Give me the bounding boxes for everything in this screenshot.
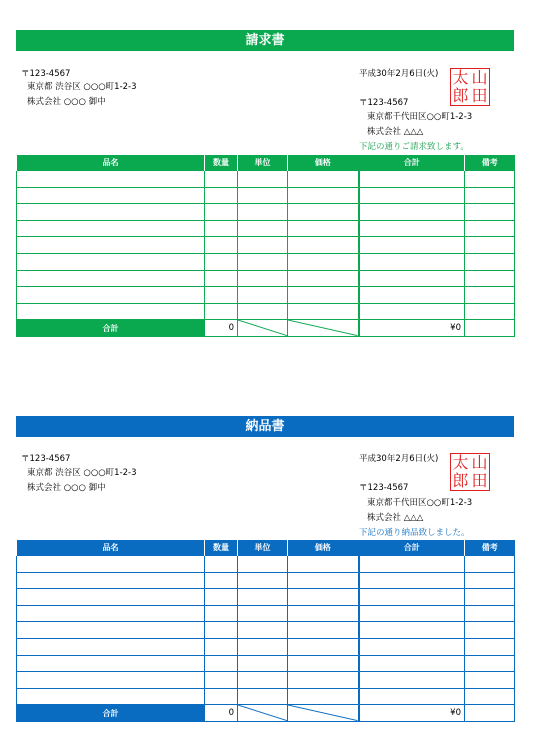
table-cell[interactable]	[238, 171, 288, 188]
table-cell[interactable]	[359, 204, 465, 221]
table-cell[interactable]	[359, 253, 465, 270]
table-cell[interactable]	[238, 556, 288, 573]
table-row	[17, 204, 515, 221]
table-cell[interactable]	[17, 638, 205, 655]
invoice-table	[16, 155, 515, 337]
recipient-postal: 〒123-4567	[21, 69, 71, 79]
table-row	[17, 187, 515, 204]
table-cell[interactable]	[359, 672, 465, 689]
table-cell[interactable]	[465, 287, 515, 304]
recipient-postal: 〒123-4567	[21, 454, 71, 464]
table-cell[interactable]	[238, 253, 288, 270]
table-row	[17, 688, 515, 705]
table-cell[interactable]	[238, 589, 288, 606]
sender-postal: 〒123-4567	[359, 483, 409, 493]
table-cell[interactable]	[205, 253, 238, 270]
table-cell[interactable]	[465, 270, 515, 287]
table-cell[interactable]	[465, 655, 515, 672]
table-cell[interactable]	[17, 556, 205, 573]
table-cell[interactable]	[359, 622, 465, 639]
column-header: 品名	[17, 540, 205, 556]
column-header: 数量	[205, 540, 238, 556]
column-header: 合計	[359, 155, 465, 171]
table-cell[interactable]	[238, 237, 288, 254]
table-header-row	[17, 155, 515, 171]
table-cell[interactable]	[205, 204, 238, 221]
table-cell[interactable]	[288, 622, 359, 639]
table-cell[interactable]	[465, 672, 515, 689]
invoice-title: 請求書	[16, 30, 514, 51]
recipient-address: 東京都 渋谷区 ○○○町1-2-3	[27, 82, 137, 92]
diagonal-cell	[288, 705, 359, 722]
table-cell[interactable]	[288, 237, 359, 254]
table-cell[interactable]	[288, 287, 359, 304]
table-cell[interactable]	[359, 220, 465, 237]
table-cell[interactable]	[17, 187, 205, 204]
diagonal-cell	[238, 705, 288, 722]
table-cell[interactable]	[205, 287, 238, 304]
table-row	[17, 622, 515, 639]
delivery-table	[16, 540, 515, 722]
table-cell[interactable]	[288, 187, 359, 204]
diagonal-cell	[288, 320, 359, 337]
table-cell[interactable]	[17, 622, 205, 639]
table-cell[interactable]	[238, 303, 288, 320]
table-cell[interactable]	[17, 220, 205, 237]
column-header: 合計	[359, 540, 465, 556]
table-cell[interactable]	[465, 204, 515, 221]
sender-name: 株式会社 △△△	[367, 513, 424, 523]
invoice-note: 下記の通りご請求致します。	[359, 142, 469, 152]
table-cell[interactable]	[465, 572, 515, 589]
table-cell[interactable]	[288, 589, 359, 606]
table-cell[interactable]	[205, 589, 238, 606]
table-row	[17, 220, 515, 237]
recipient-name: 株式会社 ○○○ 御中	[27, 97, 106, 107]
delivery-title: 納品書	[16, 416, 514, 437]
table-row	[17, 605, 515, 622]
delivery-note: 下記の通り納品致しました。	[359, 528, 470, 538]
table-cell[interactable]	[205, 655, 238, 672]
table-cell[interactable]	[238, 672, 288, 689]
total-amount: ¥0	[359, 705, 465, 722]
total-quantity: 0	[205, 705, 238, 722]
table-cell[interactable]	[205, 220, 238, 237]
table-cell[interactable]	[17, 303, 205, 320]
table-cell[interactable]	[17, 572, 205, 589]
table-cell[interactable]	[205, 303, 238, 320]
table-cell[interactable]	[238, 270, 288, 287]
table-cell[interactable]	[238, 605, 288, 622]
recipient-address: 東京都 渋谷区 ○○○町1-2-3	[27, 468, 137, 478]
table-row	[17, 655, 515, 672]
table-cell[interactable]	[288, 556, 359, 573]
column-header: 価格	[288, 155, 359, 171]
table-cell[interactable]	[205, 237, 238, 254]
table-cell[interactable]	[359, 589, 465, 606]
table-cell[interactable]	[359, 556, 465, 573]
table-cell[interactable]	[465, 303, 515, 320]
table-cell[interactable]	[205, 672, 238, 689]
table-cell[interactable]	[359, 303, 465, 320]
table-cell[interactable]	[359, 638, 465, 655]
table-row	[17, 556, 515, 573]
table-cell[interactable]	[359, 187, 465, 204]
table-cell[interactable]	[359, 605, 465, 622]
recipient-name: 株式会社 ○○○ 御中	[27, 483, 106, 493]
total-remarks[interactable]	[465, 320, 515, 337]
issue-date: 平成30年2月6日(火)	[359, 454, 439, 464]
table-cell[interactable]	[238, 638, 288, 655]
total-amount: ¥0	[359, 320, 465, 337]
table-row	[17, 589, 515, 606]
table-cell[interactable]	[288, 270, 359, 287]
table-cell[interactable]	[288, 605, 359, 622]
invoice-section	[16, 30, 514, 345]
table-cell[interactable]	[17, 589, 205, 606]
table-cell[interactable]	[238, 204, 288, 221]
table-row	[17, 270, 515, 287]
table-cell[interactable]	[359, 655, 465, 672]
table-row	[17, 253, 515, 270]
column-header: 単位	[238, 540, 288, 556]
table-cell[interactable]	[205, 556, 238, 573]
sender-name: 株式会社 △△△	[367, 127, 424, 137]
table-cell[interactable]	[465, 605, 515, 622]
table-cell[interactable]	[17, 270, 205, 287]
table-cell[interactable]	[238, 655, 288, 672]
sender-address: 東京都千代田区○○町1-2-3	[367, 498, 473, 508]
table-cell[interactable]	[465, 622, 515, 639]
table-cell[interactable]	[238, 572, 288, 589]
table-cell[interactable]	[288, 655, 359, 672]
table-cell[interactable]	[465, 220, 515, 237]
column-header: 備考	[465, 540, 515, 556]
sender-address: 東京都千代田区○○町1-2-3	[367, 112, 473, 122]
table-cell[interactable]	[238, 287, 288, 304]
table-cell[interactable]	[17, 171, 205, 188]
table-cell[interactable]	[288, 171, 359, 188]
table-cell[interactable]	[205, 572, 238, 589]
table-cell[interactable]	[238, 220, 288, 237]
table-cell[interactable]	[238, 688, 288, 705]
table-cell[interactable]	[205, 605, 238, 622]
table-cell[interactable]	[465, 187, 515, 204]
table-row	[17, 171, 515, 188]
table-row	[17, 287, 515, 304]
table-cell[interactable]	[359, 287, 465, 304]
table-cell[interactable]	[288, 572, 359, 589]
issue-date: 平成30年2月6日(火)	[359, 69, 439, 79]
table-cell[interactable]	[17, 237, 205, 254]
seal-stamp: 太 山 郎 田	[450, 453, 490, 491]
table-cell[interactable]	[465, 253, 515, 270]
table-cell[interactable]	[359, 572, 465, 589]
table-cell[interactable]	[359, 688, 465, 705]
table-cell[interactable]	[238, 187, 288, 204]
table-cell[interactable]	[238, 622, 288, 639]
table-cell[interactable]	[288, 638, 359, 655]
table-cell[interactable]	[359, 270, 465, 287]
table-cell[interactable]	[17, 204, 205, 221]
table-cell[interactable]	[288, 220, 359, 237]
table-cell[interactable]	[359, 237, 465, 254]
table-cell[interactable]	[205, 270, 238, 287]
total-label: 合計	[17, 705, 205, 722]
table-cell[interactable]	[288, 688, 359, 705]
table-cell[interactable]	[288, 303, 359, 320]
table-row	[17, 303, 515, 320]
table-cell[interactable]	[465, 237, 515, 254]
table-cell[interactable]	[17, 688, 205, 705]
diagonal-cell	[238, 320, 288, 337]
table-cell[interactable]	[465, 589, 515, 606]
table-header-row	[17, 540, 515, 556]
seal-stamp: 太 山 郎 田	[450, 68, 490, 106]
total-row	[17, 705, 515, 722]
table-cell[interactable]	[465, 171, 515, 188]
column-header: 数量	[205, 155, 238, 171]
table-cell[interactable]	[288, 672, 359, 689]
table-cell[interactable]	[465, 556, 515, 573]
total-row	[17, 320, 515, 337]
table-cell[interactable]	[17, 605, 205, 622]
total-quantity: 0	[205, 320, 238, 337]
table-row	[17, 237, 515, 254]
total-label: 合計	[17, 320, 205, 337]
table-cell[interactable]	[17, 287, 205, 304]
table-cell[interactable]	[288, 253, 359, 270]
table-cell[interactable]	[288, 204, 359, 221]
table-cell[interactable]	[205, 187, 238, 204]
table-cell[interactable]	[17, 655, 205, 672]
column-header: 備考	[465, 155, 515, 171]
table-cell[interactable]	[205, 171, 238, 188]
table-cell[interactable]	[205, 638, 238, 655]
column-header: 品名	[17, 155, 205, 171]
table-row	[17, 672, 515, 689]
delivery-section	[16, 416, 514, 731]
table-cell[interactable]	[205, 622, 238, 639]
table-cell[interactable]	[205, 688, 238, 705]
table-cell[interactable]	[465, 688, 515, 705]
total-remarks[interactable]	[465, 705, 515, 722]
table-row	[17, 572, 515, 589]
table-cell[interactable]	[359, 171, 465, 188]
sender-postal: 〒123-4567	[359, 98, 409, 108]
table-cell[interactable]	[17, 672, 205, 689]
table-row	[17, 638, 515, 655]
table-cell[interactable]	[465, 638, 515, 655]
column-header: 単位	[238, 155, 288, 171]
table-cell[interactable]	[17, 253, 205, 270]
column-header: 価格	[288, 540, 359, 556]
